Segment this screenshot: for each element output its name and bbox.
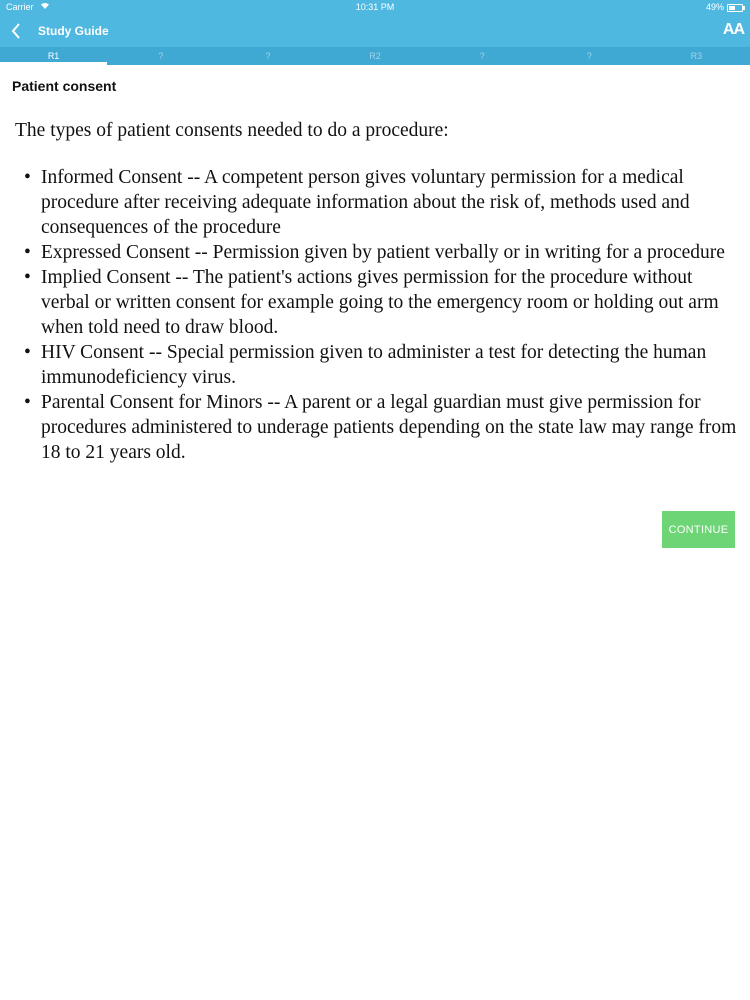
tab-6[interactable]: ? (586, 51, 592, 61)
bullet-icon: • (24, 342, 31, 363)
bullet-icon: • (24, 167, 31, 188)
bullet-icon: • (24, 392, 31, 413)
intro-text: The types of patient consents needed to do a procedure: (15, 120, 449, 141)
font-size-icon: AA (722, 21, 744, 38)
list-item (24, 390, 745, 465)
clock: 10:31 PM (355, 2, 395, 12)
tab-5[interactable]: ? (479, 51, 485, 61)
status-bar (0, 0, 750, 15)
list-item-text: HIV Consent -- Special permission given to administer a test for detecting the human immunodeficiency virus. (41, 342, 707, 388)
continue-button[interactable]: CONTINUE (662, 511, 735, 548)
list-item-text: Informed Consent -- A competent person gives voluntary permission for a medical procedure after receiving adequate information about the risk of, methods used and consequences of the procedure (41, 167, 690, 238)
page-title: Study Guide (38, 24, 109, 38)
carrier-label: Carrier (6, 2, 34, 12)
list-item (24, 240, 745, 265)
tab-7[interactable]: R3 (690, 51, 703, 61)
list-item (24, 340, 745, 390)
battery-fill (729, 6, 735, 10)
tab-3[interactable]: ? (265, 51, 271, 61)
consent-list (15, 165, 745, 465)
study-content (15, 118, 745, 465)
tab-1[interactable]: R1 (0, 47, 107, 65)
back-chevron-icon[interactable] (6, 19, 26, 43)
bullet-icon: • (24, 242, 31, 263)
list-item (24, 165, 745, 240)
question-tabs (0, 47, 750, 65)
battery-percent: 49% (705, 2, 724, 12)
battery-icon (727, 4, 743, 12)
tab-4[interactable]: R2 (369, 51, 381, 61)
bullet-icon: • (24, 267, 31, 288)
list-item-text: Expressed Consent -- Permission given by patient verbally or in writing for a procedure (41, 242, 725, 263)
font-size-button[interactable] (723, 21, 744, 39)
list-item (24, 265, 745, 340)
tab-2[interactable]: ? (158, 51, 164, 61)
section-title: Patient consent (12, 78, 117, 94)
list-item-text: Implied Consent -- The patient's actions gives permission for the procedure without verbal or written consent for example going to the emergency room or holding out arm when told need to draw blood. (41, 267, 719, 338)
navigation-bar (0, 15, 750, 47)
list-item-text: Parental Consent for Minors -- A parent or a legal guardian must give permission for procedures administered to underage patients depending on the state law may range from 18 to 21 years old. (41, 392, 737, 463)
